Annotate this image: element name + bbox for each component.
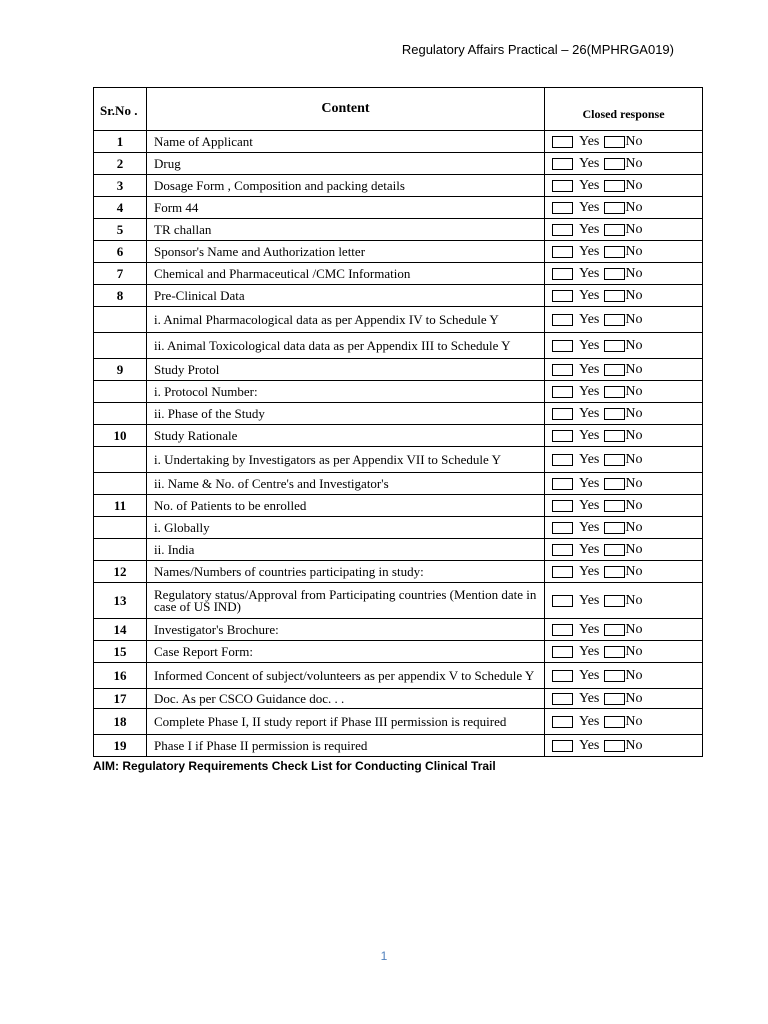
table-row — [94, 735, 703, 757]
table-row — [94, 333, 703, 359]
row-sr-no: 16 — [94, 663, 147, 689]
no-label: No — [625, 134, 643, 149]
no-label: No — [625, 476, 643, 491]
row-content: Phase I if Phase II permission is required — [147, 735, 545, 757]
row-response — [545, 219, 703, 241]
row-content: Dosage Form , Composition and packing details — [147, 175, 545, 197]
yes-checkbox[interactable] — [552, 158, 573, 170]
yes-label: Yes — [579, 542, 600, 557]
row-content: i. Animal Pharmacological data as per Appendix IV to Schedule Y — [147, 307, 545, 333]
no-label: No — [625, 668, 643, 683]
no-label: No — [625, 362, 643, 377]
yes-label: Yes — [579, 520, 600, 535]
row-response — [545, 495, 703, 517]
no-checkbox[interactable] — [604, 478, 625, 490]
row-sr-no: 13 — [94, 583, 147, 619]
no-label: No — [625, 178, 643, 193]
row-response — [545, 153, 703, 175]
no-label: No — [625, 542, 643, 557]
page-header: Regulatory Affairs Practical – 26(MPHRGA019) — [401, 42, 674, 57]
row-content: Study Protol — [147, 359, 545, 381]
row-sr-no: 14 — [94, 619, 147, 641]
no-label: No — [625, 156, 643, 171]
no-checkbox[interactable] — [604, 454, 625, 466]
row-content: ii. Phase of the Study — [147, 403, 545, 425]
yes-label: Yes — [579, 738, 600, 753]
yes-label: Yes — [579, 178, 600, 193]
yes-label: Yes — [579, 156, 600, 171]
yes-checkbox[interactable] — [552, 408, 573, 420]
row-content: Names/Numbers of countries participating in study: — [147, 561, 545, 583]
yes-checkbox[interactable] — [552, 670, 573, 682]
no-label: No — [625, 406, 643, 421]
yes-checkbox[interactable] — [552, 246, 573, 258]
no-checkbox[interactable] — [604, 364, 625, 376]
no-checkbox[interactable] — [604, 566, 625, 578]
no-checkbox[interactable] — [604, 522, 625, 534]
row-response — [545, 263, 703, 285]
row-content: ii. Animal Toxicological data data as per Appendix III to Schedule Y — [147, 333, 545, 359]
table-row — [94, 359, 703, 381]
yes-label: Yes — [579, 476, 600, 491]
closed-response-header: Closed response — [545, 88, 703, 131]
no-label: No — [625, 498, 643, 513]
table-row — [94, 263, 703, 285]
yes-checkbox[interactable] — [552, 136, 573, 148]
table-row — [94, 197, 703, 219]
table-row — [94, 219, 703, 241]
row-sr-no: 18 — [94, 709, 147, 735]
yes-checkbox[interactable] — [552, 340, 573, 352]
no-checkbox[interactable] — [604, 136, 625, 148]
table-row — [94, 641, 703, 663]
row-content: ii. Name & No. of Centre's and Investigator's — [147, 473, 545, 495]
yes-checkbox[interactable] — [552, 290, 573, 302]
no-checkbox[interactable] — [604, 500, 625, 512]
no-label: No — [625, 738, 643, 753]
row-content: i. Globally — [147, 517, 545, 539]
row-sr-no — [94, 307, 147, 333]
no-checkbox[interactable] — [604, 624, 625, 636]
row-content: ii. India — [147, 539, 545, 561]
row-sr-no: 4 — [94, 197, 147, 219]
no-checkbox[interactable] — [604, 408, 625, 420]
row-response — [545, 403, 703, 425]
yes-checkbox[interactable] — [552, 202, 573, 214]
yes-label: Yes — [579, 384, 600, 399]
sr-no-header: Sr.No . — [94, 88, 147, 131]
yes-label: Yes — [579, 338, 600, 353]
no-label: No — [625, 222, 643, 237]
row-sr-no: 8 — [94, 285, 147, 307]
row-response — [545, 381, 703, 403]
no-checkbox[interactable] — [604, 246, 625, 258]
table-row — [94, 517, 703, 539]
row-sr-no — [94, 473, 147, 495]
row-content: i. Protocol Number: — [147, 381, 545, 403]
yes-label: Yes — [579, 244, 600, 259]
no-checkbox[interactable] — [604, 224, 625, 236]
yes-label: Yes — [579, 644, 600, 659]
table-row — [94, 241, 703, 263]
no-label: No — [625, 288, 643, 303]
no-label: No — [625, 312, 643, 327]
no-checkbox[interactable] — [604, 595, 625, 607]
row-response — [545, 663, 703, 689]
row-sr-no: 17 — [94, 689, 147, 709]
row-response — [545, 241, 703, 263]
table-row — [94, 473, 703, 495]
yes-label: Yes — [579, 134, 600, 149]
row-content: Study Rationale — [147, 425, 545, 447]
table-row — [94, 285, 703, 307]
row-content: Informed Concent of subject/volunteers as per appendix V to Schedule Y — [147, 663, 545, 689]
yes-label: Yes — [579, 714, 600, 729]
row-response — [545, 473, 703, 495]
yes-label: Yes — [579, 498, 600, 513]
row-response — [545, 359, 703, 381]
row-response — [545, 131, 703, 153]
row-sr-no: 9 — [94, 359, 147, 381]
no-checkbox[interactable] — [604, 693, 625, 705]
no-checkbox[interactable] — [604, 646, 625, 658]
row-response — [545, 285, 703, 307]
no-label: No — [625, 714, 643, 729]
row-content: Case Report Form: — [147, 641, 545, 663]
yes-label: Yes — [579, 362, 600, 377]
row-content: Investigator's Brochure: — [147, 619, 545, 641]
no-checkbox[interactable] — [604, 180, 625, 192]
row-sr-no: 1 — [94, 131, 147, 153]
row-sr-no — [94, 447, 147, 473]
no-label: No — [625, 691, 643, 706]
yes-label: Yes — [579, 312, 600, 327]
yes-checkbox[interactable] — [552, 180, 573, 192]
row-content: i. Undertaking by Investigators as per Appendix VII to Schedule Y — [147, 447, 545, 473]
row-sr-no: 10 — [94, 425, 147, 447]
table-row — [94, 447, 703, 473]
row-sr-no: 2 — [94, 153, 147, 175]
yes-checkbox[interactable] — [552, 522, 573, 534]
no-label: No — [625, 200, 643, 215]
no-checkbox[interactable] — [604, 314, 625, 326]
no-checkbox[interactable] — [604, 716, 625, 728]
row-response — [545, 641, 703, 663]
table-row — [94, 131, 703, 153]
row-sr-no: 3 — [94, 175, 147, 197]
yes-label: Yes — [579, 668, 600, 683]
no-label: No — [625, 266, 643, 281]
row-content: TR challan — [147, 219, 545, 241]
row-response — [545, 735, 703, 757]
row-content: Regulatory status/Approval from Participating countries (Mention date in case of US IND) — [147, 583, 545, 619]
row-sr-no — [94, 333, 147, 359]
yes-checkbox[interactable] — [552, 500, 573, 512]
yes-label: Yes — [579, 593, 600, 608]
row-sr-no — [94, 517, 147, 539]
table-row — [94, 495, 703, 517]
row-content: Sponsor's Name and Authorization letter — [147, 241, 545, 263]
row-response — [545, 333, 703, 359]
no-checkbox[interactable] — [604, 158, 625, 170]
yes-label: Yes — [579, 564, 600, 579]
yes-checkbox[interactable] — [552, 624, 573, 636]
no-label: No — [625, 520, 643, 535]
no-checkbox[interactable] — [604, 544, 625, 556]
no-label: No — [625, 428, 643, 443]
row-response — [545, 619, 703, 641]
yes-label: Yes — [579, 266, 600, 281]
row-content: Doc. As per CSCO Guidance doc. . . — [147, 689, 545, 709]
row-content: Complete Phase I, II study report if Phase III permission is required — [147, 709, 545, 735]
row-sr-no: 5 — [94, 219, 147, 241]
row-sr-no: 7 — [94, 263, 147, 285]
yes-label: Yes — [579, 288, 600, 303]
no-checkbox[interactable] — [604, 670, 625, 682]
row-sr-no: 19 — [94, 735, 147, 757]
table-row — [94, 619, 703, 641]
yes-label: Yes — [579, 200, 600, 215]
row-response — [545, 583, 703, 619]
row-content: No. of Patients to be enrolled — [147, 495, 545, 517]
yes-checkbox[interactable] — [552, 386, 573, 398]
yes-checkbox[interactable] — [552, 646, 573, 658]
no-checkbox[interactable] — [604, 740, 625, 752]
yes-checkbox[interactable] — [552, 693, 573, 705]
row-response — [545, 539, 703, 561]
no-label: No — [625, 244, 643, 259]
row-sr-no: 6 — [94, 241, 147, 263]
yes-checkbox[interactable] — [552, 430, 573, 442]
row-content: Form 44 — [147, 197, 545, 219]
row-content: Chemical and Pharmaceutical /CMC Information — [147, 263, 545, 285]
yes-label: Yes — [579, 691, 600, 706]
row-response — [545, 709, 703, 735]
aim-caption: AIM: Regulatory Requirements Check List for Conducting Clinical Trail — [93, 759, 496, 773]
row-response — [545, 447, 703, 473]
table-row — [94, 583, 703, 619]
no-label: No — [625, 564, 643, 579]
no-checkbox[interactable] — [604, 268, 625, 280]
yes-checkbox[interactable] — [552, 314, 573, 326]
no-checkbox[interactable] — [604, 290, 625, 302]
yes-checkbox[interactable] — [552, 595, 573, 607]
row-sr-no: 15 — [94, 641, 147, 663]
row-response — [545, 689, 703, 709]
yes-label: Yes — [579, 406, 600, 421]
row-response — [545, 561, 703, 583]
yes-checkbox[interactable] — [552, 478, 573, 490]
table-row — [94, 561, 703, 583]
row-content: Name of Applicant — [147, 131, 545, 153]
table-row — [94, 689, 703, 709]
no-label: No — [625, 452, 643, 467]
table-row — [94, 153, 703, 175]
no-checkbox[interactable] — [604, 202, 625, 214]
no-label: No — [625, 338, 643, 353]
page-number: 1 — [380, 949, 388, 963]
no-checkbox[interactable] — [604, 386, 625, 398]
row-content: Pre-Clinical Data — [147, 285, 545, 307]
row-sr-no: 11 — [94, 495, 147, 517]
no-checkbox[interactable] — [604, 430, 625, 442]
row-response — [545, 197, 703, 219]
row-sr-no — [94, 403, 147, 425]
table-row — [94, 307, 703, 333]
table-row — [94, 425, 703, 447]
table-row — [94, 175, 703, 197]
row-sr-no — [94, 381, 147, 403]
yes-label: Yes — [579, 452, 600, 467]
yes-checkbox[interactable] — [552, 364, 573, 376]
checklist-table — [93, 87, 703, 757]
yes-label: Yes — [579, 222, 600, 237]
yes-checkbox[interactable] — [552, 566, 573, 578]
no-label: No — [625, 622, 643, 637]
table-row — [94, 539, 703, 561]
table-row — [94, 381, 703, 403]
yes-checkbox[interactable] — [552, 268, 573, 280]
row-response — [545, 307, 703, 333]
row-response — [545, 425, 703, 447]
no-checkbox[interactable] — [604, 340, 625, 352]
row-sr-no — [94, 539, 147, 561]
row-response — [545, 517, 703, 539]
no-label: No — [625, 593, 643, 608]
table-row — [94, 403, 703, 425]
yes-checkbox[interactable] — [552, 224, 573, 236]
content-header: Content — [147, 88, 545, 131]
row-content: Drug — [147, 153, 545, 175]
yes-checkbox[interactable] — [552, 716, 573, 728]
yes-checkbox[interactable] — [552, 740, 573, 752]
table-row — [94, 709, 703, 735]
yes-checkbox[interactable] — [552, 544, 573, 556]
row-sr-no: 12 — [94, 561, 147, 583]
yes-label: Yes — [579, 622, 600, 637]
no-label: No — [625, 644, 643, 659]
table-header-row — [94, 88, 703, 131]
row-response — [545, 175, 703, 197]
table-row — [94, 663, 703, 689]
yes-label: Yes — [579, 428, 600, 443]
yes-checkbox[interactable] — [552, 454, 573, 466]
no-label: No — [625, 384, 643, 399]
